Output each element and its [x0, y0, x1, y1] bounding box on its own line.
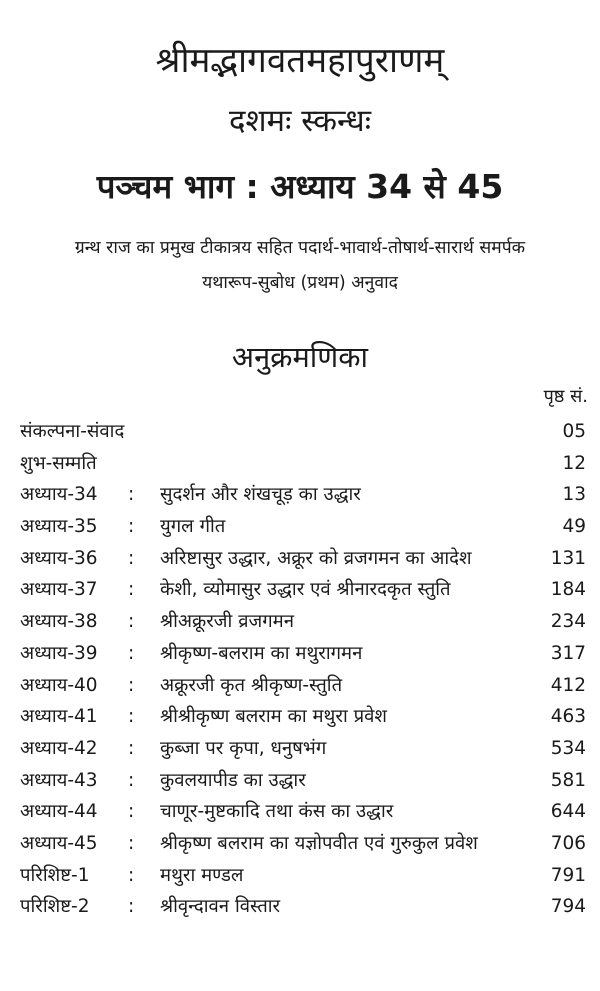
toc-entry[interactable]	[20, 479, 586, 511]
toc-entry[interactable]	[20, 543, 586, 575]
entry-title: सुदर्शन और शंखचूड़ का उद्धार	[160, 484, 361, 506]
entry-title: श्रीश्रीकृष्ण बलराम का मथुरा प्रवेश	[160, 706, 388, 728]
toc-entry[interactable]	[20, 606, 586, 638]
toc-entry[interactable]	[20, 891, 586, 923]
entry-separator: :	[128, 896, 135, 918]
entry-separator: :	[128, 579, 135, 601]
entry-page-number: 13	[562, 484, 586, 506]
entry-separator: :	[128, 611, 135, 633]
entry-page-number: 463	[550, 706, 586, 728]
toc-entry[interactable]	[20, 860, 586, 892]
entry-title: श्रीकृष्ण बलराम का यज्ञोपवीत एवं गुरुकुल प्रवेश	[160, 832, 478, 854]
entry-label: अध्याय-43	[20, 769, 98, 791]
entry-label: अध्याय-44	[20, 801, 98, 823]
toc-list	[20, 416, 586, 923]
toc-entry[interactable]	[20, 828, 586, 860]
part-heading: पञ्चम भाग : अध्याय 34 से 45	[96, 167, 504, 206]
subtitle-line-2: यथारूप-सुबोध (प्रथम) अनुवाद	[202, 273, 398, 293]
entry-label: अध्याय-35	[20, 516, 98, 538]
toc-entry[interactable]	[20, 796, 586, 828]
toc-entry[interactable]	[20, 574, 586, 606]
entry-title: मथुरा मण्डल	[160, 864, 244, 886]
entry-label: अध्याय-45	[20, 832, 98, 854]
entry-title: चाणूर-मुष्टकादि तथा कंस का उद्धार	[160, 801, 394, 823]
entry-page-number: 791	[550, 864, 586, 886]
entry-page-number: 49	[562, 516, 586, 538]
entry-label: परिशिष्ट-1	[20, 864, 90, 886]
subtitle-line-1: ग्रन्थ राज का प्रमुख टीकात्रय सहित पदार्थ-भावार्थ-तोषार्थ-सारार्थ समर्पक	[74, 238, 526, 258]
entry-page-number: 05	[562, 421, 586, 442]
entry-title: श्रीवृन्दावन विस्तार	[160, 896, 281, 918]
entry-separator: :	[128, 674, 135, 696]
entry-page-number: 131	[550, 547, 586, 569]
entry-separator: :	[128, 484, 135, 506]
entry-label: अध्याय-40	[20, 674, 98, 696]
toc-entry[interactable]	[20, 765, 586, 797]
toc-entry[interactable]	[20, 670, 586, 702]
entry-page-number: 317	[550, 642, 586, 664]
toc-entry[interactable]	[20, 733, 586, 765]
entry-separator: :	[128, 832, 135, 854]
entry-title: अक्रूरजी कृत श्रीकृष्ण-स्तुति	[160, 674, 343, 696]
entry-title: केशी, व्योमासुर उद्धार एवं श्रीनारदकृत स्तुति	[160, 579, 451, 601]
entry-title: अरिष्टासुर उद्धार, अक्रूर को व्रजगमन का आदेश	[160, 547, 472, 569]
entry-page-number: 644	[550, 801, 586, 823]
entry-page-number: 234	[550, 611, 586, 633]
entry-separator: :	[128, 547, 135, 569]
entry-label: अध्याय-42	[20, 737, 98, 759]
toc-entry[interactable]	[20, 448, 586, 480]
entry-separator: :	[128, 737, 135, 759]
entry-label: अध्याय-37	[20, 579, 98, 601]
entry-title: युगल गीत	[160, 516, 226, 538]
entry-label: अध्याय-34	[20, 484, 98, 506]
entry-label: अध्याय-41	[20, 706, 98, 728]
toc-entry[interactable]	[20, 416, 586, 448]
entry-label: शुभ-सम्मति	[20, 452, 97, 474]
entry-label: अध्याय-39	[20, 642, 98, 664]
entry-label: अध्याय-36	[20, 547, 98, 569]
entry-title: कुब्जा पर कृपा, धनुषभंग	[160, 737, 327, 759]
entry-title: श्रीअक्रूरजी व्रजगमन	[160, 611, 294, 633]
page-number-column-label: पृष्ठ सं.	[543, 386, 588, 407]
entry-separator: :	[128, 706, 135, 728]
book-title: श्रीमद्भागवतमहापुराणम्	[155, 41, 445, 81]
entry-separator: :	[128, 642, 135, 664]
entry-page-number: 706	[550, 832, 586, 854]
entry-separator: :	[128, 516, 135, 538]
entry-page-number: 794	[550, 896, 586, 918]
toc-entry[interactable]	[20, 638, 586, 670]
entry-page-number: 412	[550, 674, 586, 696]
toc-entry[interactable]	[20, 511, 586, 543]
toc-entry[interactable]	[20, 701, 586, 733]
entry-page-number: 534	[550, 737, 586, 759]
entry-separator: :	[128, 769, 135, 791]
entry-separator: :	[128, 801, 135, 823]
skandha-heading: दशमः स्कन्धः	[229, 103, 371, 139]
entry-label: अध्याय-38	[20, 611, 98, 633]
entry-label: परिशिष्ट-2	[20, 896, 90, 918]
toc-heading: अनुक्रमणिका	[231, 340, 369, 374]
entry-separator: :	[128, 864, 135, 886]
entry-page-number: 581	[550, 769, 586, 791]
entry-page-number: 184	[550, 579, 586, 601]
entry-title: कुवलयापीड का उद्धार	[160, 769, 306, 791]
entry-label: संकल्पना-संवाद	[20, 421, 125, 442]
entry-page-number: 12	[562, 452, 586, 474]
entry-title: श्रीकृष्ण-बलराम का मथुरागमन	[160, 642, 363, 664]
